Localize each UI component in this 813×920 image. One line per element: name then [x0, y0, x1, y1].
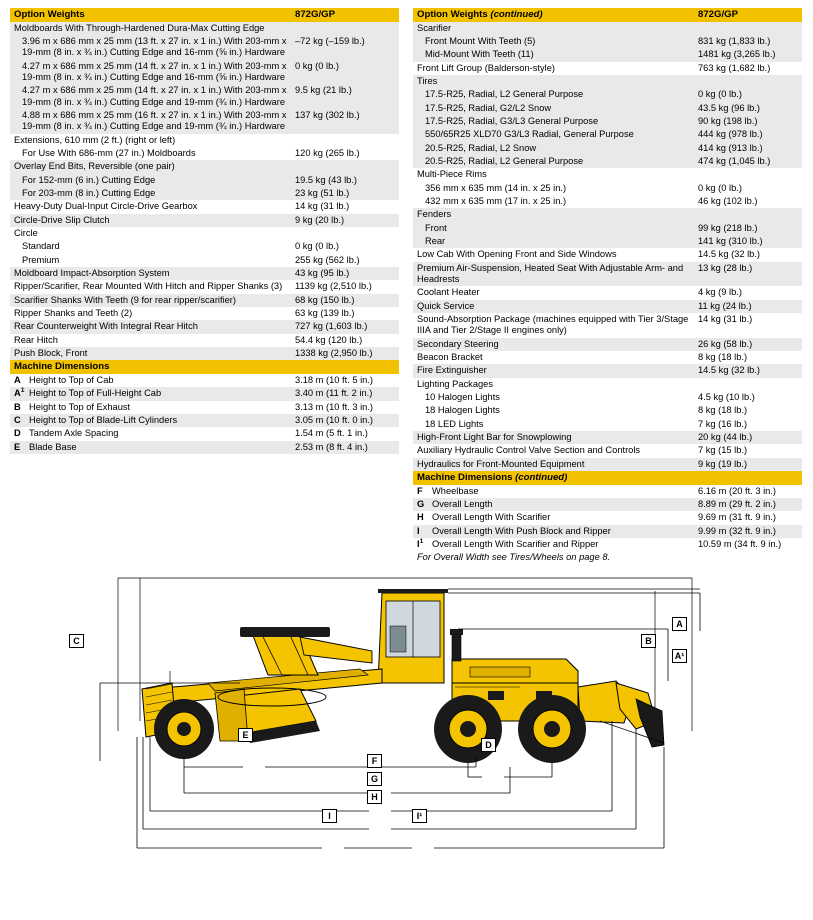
- row-value: 26 kg (58 lb.): [694, 338, 802, 351]
- table-row: [413, 511, 802, 524]
- row-value: 4.5 kg (10 lb.): [694, 391, 802, 404]
- row-value: [291, 160, 399, 173]
- row-label: Tandem Axle Spacing: [25, 427, 291, 440]
- row-value: –72 kg (–159 lb.): [291, 35, 399, 60]
- table-row: [413, 313, 802, 338]
- footnote-text: For Overall Width see Tires/Wheels on page 8.: [413, 551, 802, 564]
- row-value: 3.13 m (10 ft. 3 in.): [291, 401, 399, 414]
- callout-F: F: [367, 754, 382, 768]
- table-row: [413, 262, 802, 287]
- row-label: Secondary Steering: [413, 338, 694, 351]
- table-row: [413, 222, 802, 235]
- table-row: [10, 35, 399, 60]
- table-row: [10, 84, 399, 109]
- row-label: 20.5-R25, Radial, L2 General Purpose: [413, 155, 694, 168]
- row-value: 2.53 m (8 ft. 4 in.): [291, 441, 399, 454]
- row-value: [694, 168, 802, 181]
- dimension-letter: $I^1$: [413, 538, 428, 551]
- row-label: 17.5-R25, Radial, G3/L3 General Purpose: [413, 115, 694, 128]
- row-label: Fire Extinguisher: [413, 364, 694, 377]
- row-label: Hydraulics for Front-Mounted Equipment: [413, 458, 694, 471]
- row-label: Mid-Mount With Teeth (11): [413, 48, 694, 61]
- table-row: [10, 307, 399, 320]
- row-value: 727 kg (1,603 lb.): [291, 320, 399, 333]
- dimension-letter: D: [10, 427, 25, 440]
- table-row: [10, 160, 399, 173]
- row-label: 4.27 m x 686 mm x 25 mm (14 ft. x 27 in. x 1 in.) With 203-mm x 19-mm (8 in. x ¾ in.) Cutting Edge and 16-mm (⅝ in.) Hardware: [10, 60, 291, 85]
- machine-dimensions-table-left: [10, 360, 399, 454]
- table-row: [10, 441, 399, 454]
- row-value: 120 kg (265 lb.): [291, 147, 399, 160]
- row-label: Front Lift Group (Balderson-style): [413, 62, 694, 75]
- row-label: Rear Counterweight With Integral Rear Hitch: [10, 320, 291, 333]
- table-row: [413, 142, 802, 155]
- row-label: Overall Length With Push Block and Ripper: [428, 525, 694, 538]
- table-row: [413, 404, 802, 417]
- dimension-letter: H: [413, 511, 428, 524]
- table-row: [10, 187, 399, 200]
- table-row: [413, 286, 802, 299]
- footnote-row: [413, 551, 802, 564]
- row-value: 4 kg (9 lb.): [694, 286, 802, 299]
- table-row: [10, 427, 399, 440]
- row-value: [291, 227, 399, 240]
- row-value: 8.89 m (29 ft. 2 in.): [694, 498, 802, 511]
- row-label: Front: [413, 222, 694, 235]
- row-value: 0 kg (0 lb.): [291, 240, 399, 253]
- row-label: Overall Length: [428, 498, 694, 511]
- row-label: Blade Base: [25, 441, 291, 454]
- callout-I: I: [322, 809, 337, 823]
- machine-dimensions-header-row: [413, 471, 802, 485]
- row-value: 99 kg (218 lb.): [694, 222, 802, 235]
- dimension-letter: E: [10, 441, 25, 454]
- row-value: 0 kg (0 lb.): [694, 182, 802, 195]
- row-label: 10 Halogen Lights: [413, 391, 694, 404]
- header-value: 872G/GP: [291, 8, 399, 22]
- callout-H: H: [367, 790, 382, 804]
- table-row: [10, 60, 399, 85]
- table-row: [413, 391, 802, 404]
- row-label: Heavy-Duty Dual-Input Circle-Drive Gearbox: [10, 200, 291, 213]
- table-row: [413, 195, 802, 208]
- row-label: 18 LED Lights: [413, 418, 694, 431]
- row-value: 1338 kg (2,950 lb.): [291, 347, 399, 360]
- table-row: [413, 300, 802, 313]
- row-label: Auxiliary Hydraulic Control Valve Section and Controls: [413, 444, 694, 457]
- row-label: Overall Length With Scarifier and Ripper: [428, 538, 694, 551]
- row-label: Height to Top of Blade-Lift Cylinders: [25, 414, 291, 427]
- row-label: 3.96 m x 686 mm x 25 mm (13 ft. x 27 in. x 1 in.) With 203-mm x 19-mm (8 in. x ¾ in.) Cutting Edge and 16-mm (⅝ in.) Hardware: [10, 35, 291, 60]
- row-value: [291, 134, 399, 147]
- row-value: 9.5 kg (21 lb.): [291, 84, 399, 109]
- header-title-text: Option Weights: [417, 9, 488, 20]
- dimension-letter: F: [413, 485, 428, 498]
- row-value: 1481 kg (3,265 lb.): [694, 48, 802, 61]
- row-value: 0 kg (0 lb.): [694, 88, 802, 101]
- row-value: [694, 22, 802, 35]
- table-row: [413, 444, 802, 457]
- header-value: 872G/GP: [694, 8, 802, 22]
- row-label: Wheelbase: [428, 485, 694, 498]
- row-value: 9.69 m (31 ft. 9 in.): [694, 511, 802, 524]
- row-value: 13 kg (28 lb.): [694, 262, 802, 287]
- machine-dimensions-title-text: Machine Dimensions: [417, 471, 513, 483]
- machine-dimensions-header-row: [10, 360, 399, 374]
- row-label: Rear: [413, 235, 694, 248]
- table-row: [10, 22, 399, 35]
- row-label: Beacon Bracket: [413, 351, 694, 364]
- row-label: Height to Top of Full-Height Cab: [25, 387, 291, 400]
- table-row: [10, 414, 399, 427]
- row-value: 9 kg (20 lb.): [291, 214, 399, 227]
- row-label: Moldboard Impact-Absorption System: [10, 267, 291, 280]
- table-row: [10, 401, 399, 414]
- row-value: 8 kg (18 lb.): [694, 404, 802, 417]
- row-value: 414 kg (913 lb.): [694, 142, 802, 155]
- callout-A: A: [672, 617, 687, 631]
- table-row: [413, 62, 802, 75]
- table-row: [10, 267, 399, 280]
- dimension-letter: $A^1$: [10, 387, 25, 400]
- table-row: [413, 35, 802, 48]
- header-title: Option Weights: [10, 8, 291, 22]
- row-value: 14 kg (31 lb.): [291, 200, 399, 213]
- callout-E: E: [238, 728, 253, 742]
- table-row: [413, 22, 802, 35]
- row-label: Height to Top of Cab: [25, 374, 291, 387]
- row-label: 550/65R25 XLD70 G3/L3 Radial, General Purpose: [413, 128, 694, 141]
- row-value: 831 kg (1,833 lb.): [694, 35, 802, 48]
- row-label: Premium Air-Suspension, Heated Seat With Adjustable Arm- and Headrests: [413, 262, 694, 287]
- row-label: Standard: [10, 240, 291, 253]
- row-label: Circle-Drive Slip Clutch: [10, 214, 291, 227]
- row-label: Moldboards With Through-Hardened Dura-Max Cutting Edge: [10, 22, 291, 35]
- row-value: 46 kg (102 lb.): [694, 195, 802, 208]
- row-value: 255 kg (562 lb.): [291, 254, 399, 267]
- row-label: Coolant Heater: [413, 286, 694, 299]
- table-row: [413, 431, 802, 444]
- row-label: Scarifier: [413, 22, 694, 35]
- callout-I1: I¹: [412, 809, 427, 823]
- table-row: [413, 538, 802, 551]
- row-label: 356 mm x 635 mm (14 in. x 25 in.): [413, 182, 694, 195]
- row-label: 17.5-R25, Radial, L2 General Purpose: [413, 88, 694, 101]
- row-label: Quick Service: [413, 300, 694, 313]
- row-label: Multi-Piece Rims: [413, 168, 694, 181]
- row-label: For 203-mm (8 in.) Cutting Edge: [10, 187, 291, 200]
- row-value: 7 kg (16 lb.): [694, 418, 802, 431]
- row-label: For 152-mm (6 in.) Cutting Edge: [10, 174, 291, 187]
- dimension-letter: B: [10, 401, 25, 414]
- table-row: [10, 174, 399, 187]
- row-label: Ripper Shanks and Teeth (2): [10, 307, 291, 320]
- row-value: 14.5 kg (32 lb.): [694, 364, 802, 377]
- row-value: 7 kg (15 lb.): [694, 444, 802, 457]
- row-label: Extensions, 610 mm (2 ft.) (right or left): [10, 134, 291, 147]
- row-label: High-Front Light Bar for Snowplowing: [413, 431, 694, 444]
- table-row: [413, 235, 802, 248]
- table-row: [413, 48, 802, 61]
- machine-dimensions-table-right: [413, 471, 802, 565]
- dimension-letter: G: [413, 498, 428, 511]
- motor-grader-illustration: [0, 571, 813, 871]
- row-value: 6.16 m (20 ft. 3 in.): [694, 485, 802, 498]
- row-value: 68 kg (150 lb.): [291, 294, 399, 307]
- row-value: 90 kg (198 lb.): [694, 115, 802, 128]
- row-label: Fenders: [413, 208, 694, 221]
- table-row: [413, 155, 802, 168]
- header-continued: (continued): [490, 9, 543, 20]
- table-row: [10, 134, 399, 147]
- row-label: 4.27 m x 686 mm x 25 mm (14 ft. x 27 in. x 1 in.) With 203-mm x 19-mm (8 in. x ¾ in.) Cutting Edge and 19-mm (¾ in.) Hardware: [10, 84, 291, 109]
- machine-dimensions-title: [413, 471, 694, 485]
- row-label: Height to Top of Exhaust: [25, 401, 291, 414]
- machine-dimensions-header-spacer: [694, 471, 802, 485]
- row-value: 63 kg (139 lb.): [291, 307, 399, 320]
- row-value: 43 kg (95 lb.): [291, 267, 399, 280]
- table-header-row: [413, 8, 802, 22]
- table-row: [10, 214, 399, 227]
- row-label: Overall Length With Scarifier: [428, 511, 694, 524]
- row-label: Tires: [413, 75, 694, 88]
- row-value: 137 kg (302 lb.): [291, 109, 399, 134]
- machine-dimension-diagram: [0, 571, 813, 871]
- table-row: [413, 458, 802, 471]
- row-label: Overlay End Bits, Reversible (one pair): [10, 160, 291, 173]
- dimension-letter: C: [10, 414, 25, 427]
- table-row: [413, 208, 802, 221]
- row-label: 432 mm x 635 mm (17 in. x 25 in.): [413, 195, 694, 208]
- row-value: 23 kg (51 lb.): [291, 187, 399, 200]
- table-row: [10, 320, 399, 333]
- rear-ripper: [578, 681, 664, 747]
- row-value: 1.54 m (5 ft. 1 in.): [291, 427, 399, 440]
- row-label: For Use With 686-mm (27 in.) Moldboards: [10, 147, 291, 160]
- row-label: Low Cab With Opening Front and Side Windows: [413, 248, 694, 261]
- row-value: [694, 378, 802, 391]
- row-value: 1139 kg (2,510 lb.): [291, 280, 399, 293]
- row-value: 9 kg (19 lb.): [694, 458, 802, 471]
- row-label: 4.88 m x 686 mm x 25 mm (16 ft. x 27 in. x 1 in.) With 203-mm x 19-mm (8 in. x ¾ in.) Cutting Edge and 19-mm (¾ in.) Hardware: [10, 109, 291, 134]
- row-value: 763 kg (1,682 lb.): [694, 62, 802, 75]
- table-row: [413, 351, 802, 364]
- row-label: 20.5-R25, Radial, L2 Snow: [413, 142, 694, 155]
- row-value: 10.59 m (34 ft. 9 in.): [694, 538, 802, 551]
- row-value: 14 kg (31 lb.): [694, 313, 802, 338]
- table-row: [413, 128, 802, 141]
- table-row: [413, 364, 802, 377]
- callout-A1: A¹: [672, 649, 687, 663]
- left-column: [10, 8, 399, 565]
- table-row: [413, 485, 802, 498]
- row-value: 14.5 kg (32 lb.): [694, 248, 802, 261]
- machine-dimensions-header-spacer: [291, 360, 399, 374]
- option-weights-table-left: [10, 8, 399, 360]
- row-label: Ripper/Scarifier, Rear Mounted With Hitch and Ripper Shanks (3): [10, 280, 291, 293]
- row-value: 0 kg (0 lb.): [291, 60, 399, 85]
- row-value: 3.05 m (10 ft. 0 in.): [291, 414, 399, 427]
- row-value: 54.4 kg (120 lb.): [291, 334, 399, 347]
- row-value: 474 kg (1,045 lb.): [694, 155, 802, 168]
- table-row: [413, 418, 802, 431]
- row-label: Circle: [10, 227, 291, 240]
- row-label: Premium: [10, 254, 291, 267]
- machine-dimensions-title: Machine Dimensions: [10, 360, 291, 374]
- table-row: [413, 102, 802, 115]
- row-value: 3.40 m (11 ft. 2 in.): [291, 387, 399, 400]
- table-row: [10, 200, 399, 213]
- row-label: 18 Halogen Lights: [413, 404, 694, 417]
- table-row: [10, 254, 399, 267]
- machine-dimensions-continued: (continued): [515, 471, 568, 483]
- table-row: [413, 248, 802, 261]
- table-row: [10, 240, 399, 253]
- row-value: 141 kg (310 lb.): [694, 235, 802, 248]
- row-value: 11 kg (24 lb.): [694, 300, 802, 313]
- dimension-letter: I: [413, 525, 428, 538]
- table-row: [10, 334, 399, 347]
- row-value: 444 kg (978 lb.): [694, 128, 802, 141]
- table-header-row: [10, 8, 399, 22]
- row-value: [291, 22, 399, 35]
- callout-D: D: [481, 738, 496, 752]
- row-label: Scarifier Shanks With Teeth (9 for rear ripper/scarifier): [10, 294, 291, 307]
- row-value: 20 kg (44 lb.): [694, 431, 802, 444]
- row-label: Front Mount With Teeth (5): [413, 35, 694, 48]
- table-row: [10, 294, 399, 307]
- table-row: [413, 378, 802, 391]
- table-row: [413, 168, 802, 181]
- option-weights-table-right: [413, 8, 802, 471]
- row-value: 8 kg (18 lb.): [694, 351, 802, 364]
- row-label: Rear Hitch: [10, 334, 291, 347]
- right-column: [413, 8, 802, 565]
- row-value: 43.5 kg (96 lb.): [694, 102, 802, 115]
- table-row: [10, 280, 399, 293]
- table-row: [10, 147, 399, 160]
- dimension-letter: A: [10, 374, 25, 387]
- table-row: [413, 498, 802, 511]
- table-row: [10, 109, 399, 134]
- table-row: [413, 338, 802, 351]
- row-label: 17.5-R25, Radial, G2/L2 Snow: [413, 102, 694, 115]
- callout-B: B: [641, 634, 656, 648]
- row-label: Lighting Packages: [413, 378, 694, 391]
- row-label: Push Block, Front: [10, 347, 291, 360]
- table-row: [413, 75, 802, 88]
- row-value: 9.99 m (32 ft. 9 in.): [694, 525, 802, 538]
- table-row: [10, 347, 399, 360]
- row-label: Sound-Absorption Package (machines equipped with Tier 3/Stage IIIA and Tier 2/Stage II engines only): [413, 313, 694, 338]
- table-row: [413, 182, 802, 195]
- row-value: 19.5 kg (43 lb.): [291, 174, 399, 187]
- header-title: [413, 8, 694, 22]
- callout-G: G: [367, 772, 382, 786]
- row-value: [694, 208, 802, 221]
- callout-C: C: [69, 634, 84, 648]
- table-row: [10, 387, 399, 400]
- table-row: [413, 88, 802, 101]
- row-value: [694, 75, 802, 88]
- table-row: [413, 115, 802, 128]
- table-row: [413, 525, 802, 538]
- table-row: [10, 374, 399, 387]
- row-value: 3.18 m (10 ft. 5 in.): [291, 374, 399, 387]
- table-row: [10, 227, 399, 240]
